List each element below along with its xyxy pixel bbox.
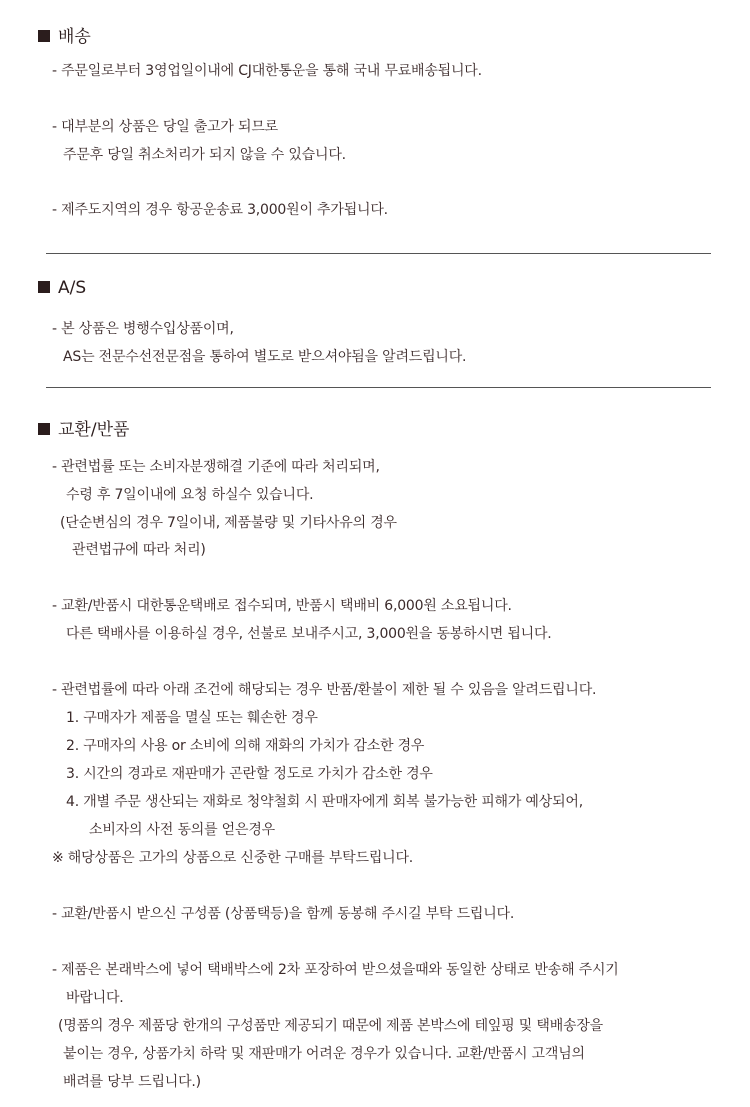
as-line: AS는 전문수선전문점을 통하여 별도로 받으셔야됨을 알려드립니다. xyxy=(63,349,467,365)
exchange-condition-item: 1. 구매자가 제품을 멸실 또는 훼손한 경우 xyxy=(66,710,318,726)
exchange-line: - 교환/반품시 대한통운택배로 접수되며, 반품시 택배비 6,000원 소요됩니다. xyxy=(52,598,512,614)
square-bullet-icon xyxy=(38,423,50,435)
exchange-line: 붙이는 경우, 상품가치 하락 및 재판매가 어려운 경우가 있습니다. 교환/반품시 고객님의 xyxy=(63,1046,585,1062)
section-divider xyxy=(46,387,711,388)
shipping-line: 주문후 당일 취소처리가 되지 않을 수 있습니다. xyxy=(63,147,346,163)
shipping-heading xyxy=(38,27,91,47)
shipping-line: - 주문일로부터 3영업일이내에 CJ대한통운을 통해 국내 무료배송됩니다. xyxy=(52,63,482,79)
exchange-notice: ※ 해당상품은 고가의 상품으로 신중한 구매를 부탁드립니다. xyxy=(52,850,414,866)
exchange-line: 관련법규에 따라 처리) xyxy=(72,542,206,558)
exchange-line: - 교환/반품시 받으신 구성품 (상품택등)을 함께 동봉해 주시길 부탁 드립니다. xyxy=(52,906,515,922)
exchange-heading xyxy=(38,420,129,440)
exchange-line: 바랍니다. xyxy=(66,990,124,1006)
exchange-title: 교환/반품 xyxy=(58,420,130,440)
square-bullet-icon xyxy=(38,30,50,42)
exchange-condition-item: 3. 시간의 경과로 재판매가 곤란할 정도로 가치가 감소한 경우 xyxy=(66,766,433,782)
exchange-line: 수령 후 7일이내에 요청 하실수 있습니다. xyxy=(66,487,314,503)
as-title: A/S xyxy=(58,278,87,298)
exchange-condition-item: 2. 구매자의 사용 or 소비에 의해 재화의 가치가 감소한 경우 xyxy=(66,738,425,754)
exchange-condition-item: 4. 개별 주문 생산되는 재화로 청약철회 시 판매자에게 회복 불가능한 피해가 예상되어, xyxy=(66,794,583,810)
shipping-title: 배송 xyxy=(58,27,91,47)
exchange-line: (단순변심의 경우 7일이내, 제품불량 및 기타사유의 경우 xyxy=(60,515,397,531)
exchange-line: (명품의 경우 제품당 한개의 구성품만 제공되기 때문에 제품 본박스에 테잎핑 및 택배송장을 xyxy=(58,1018,603,1034)
exchange-line: - 관련법률에 따라 아래 조건에 해당되는 경우 반품/환불이 제한 될 수 있음을 알려드립니다. xyxy=(52,682,597,698)
square-bullet-icon xyxy=(38,281,50,293)
as-heading xyxy=(38,278,86,298)
exchange-line: 다른 택배사를 이용하실 경우, 선불로 보내주시고, 3,000원을 동봉하시면 됩니다. xyxy=(66,626,552,642)
exchange-line: - 관련법률 또는 소비자분쟁해결 기준에 따라 처리되며, xyxy=(52,459,380,475)
shipping-line: - 대부분의 상품은 당일 출고가 되므로 xyxy=(52,119,278,135)
section-divider xyxy=(46,253,711,254)
exchange-line: 배려를 당부 드립니다.) xyxy=(63,1074,201,1090)
exchange-line: - 제품은 본래박스에 넣어 택배박스에 2차 포장하여 받으셨을때와 동일한 상태로 반송해 주시기 xyxy=(52,962,619,978)
exchange-condition-item: 소비자의 사전 동의를 얻은경우 xyxy=(89,822,275,838)
as-line: - 본 상품은 병행수입상품이며, xyxy=(52,321,234,337)
shipping-line: - 제주도지역의 경우 항공운송료 3,000원이 추가됩니다. xyxy=(52,202,388,218)
